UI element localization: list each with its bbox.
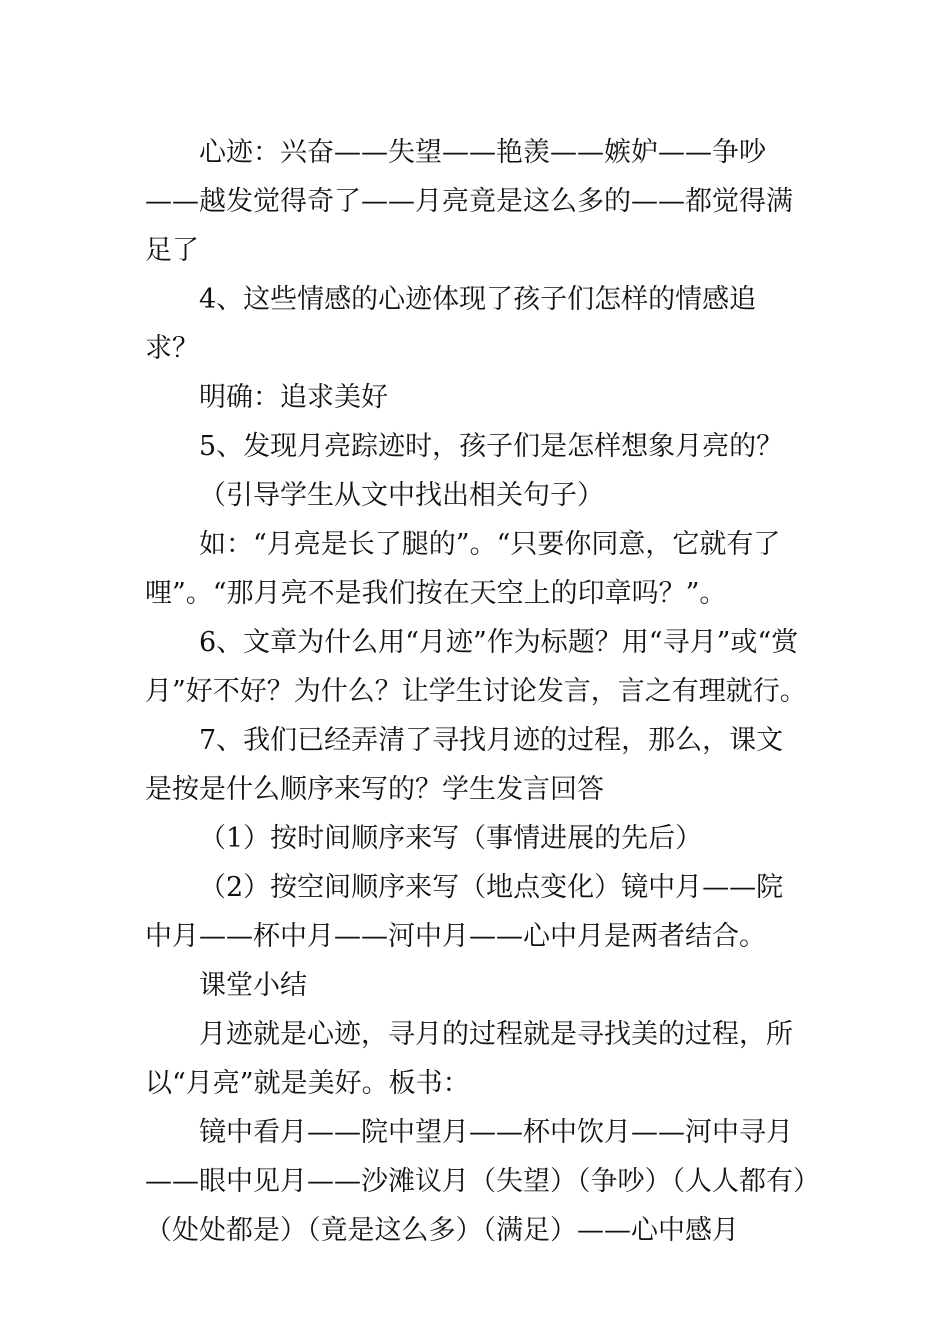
paragraph-question-6: 6、文章为什么用“月迹”作为标题？用“寻月”或“赏月”好不好？为什么？让学生讨论发言，言之有理就行。 (145, 627, 807, 707)
paragraph-order-time: （1）按时间顺序来写（事情进展的先后） (199, 823, 703, 854)
paragraph-examples: 如：“月亮是长了腿的”。“只要你同意，它就有了哩”。“那月亮不是我们按在天空上的印章吗？”。 (145, 529, 781, 609)
document-body (145, 128, 810, 1255)
paragraph-guide-note: （引导学生从文中找出相关句子） (199, 480, 604, 511)
paragraph-question-7: 7、我们已经弄清了寻找月迹的过程，那么，课文是按是什么顺序来写的？学生发言回答 (145, 725, 784, 805)
paragraph-question-5: 5、发现月亮踪迹时，孩子们是怎样想象月亮的？ (199, 431, 784, 462)
paragraph-answer-4: 明确：追求美好 (199, 382, 388, 413)
paragraph-order-space: （2）按空间顺序来写（地点变化）镜中月——院中月——杯中月——河中月——心中月是两者结合。 (145, 872, 784, 952)
paragraph-mind-trace: 心迹：兴奋——失望——艳羡——嫉妒——争吵——越发觉得奇了——月亮竟是这么多的——都觉得满足了 (145, 137, 793, 266)
paragraph-question-4: 4、这些情感的心迹体现了孩子们怎样的情感追求？ (145, 284, 757, 364)
paragraph-summary-heading: 课堂小结 (199, 970, 307, 1001)
paragraph-summary: 月迹就是心迹，寻月的过程就是寻找美的过程，所以“月亮”就是美好。板书： (145, 1019, 793, 1099)
paragraph-blackboard: 镜中看月——院中望月——杯中饮月——河中寻月——眼中见月——沙滩议月（失望）（争吵）（人人都有）（处处都是）（竟是这么多）（满足）——心中感月 (145, 1117, 807, 1246)
